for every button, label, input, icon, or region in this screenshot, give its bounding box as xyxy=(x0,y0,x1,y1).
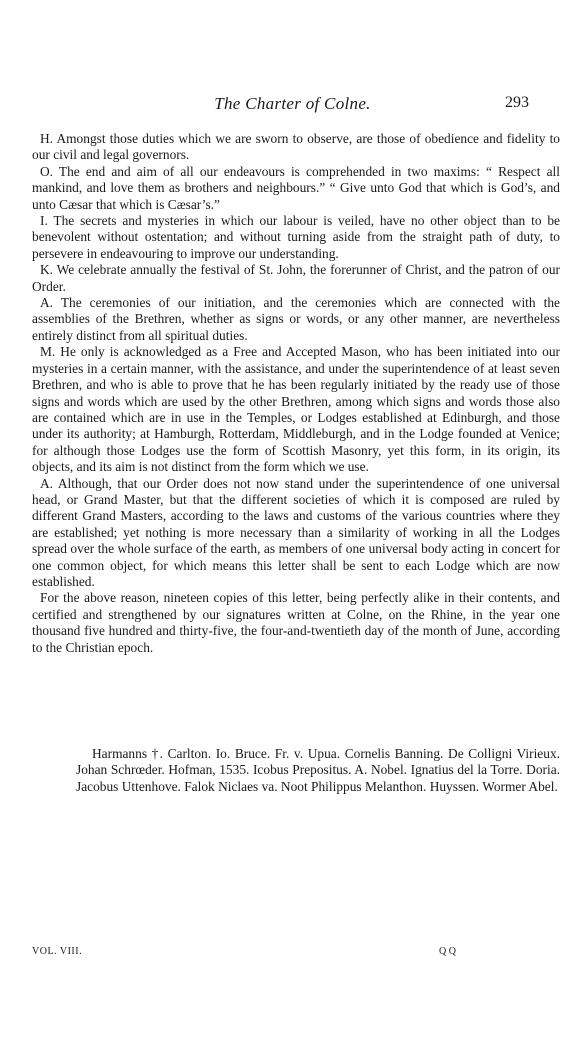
running-title: The Charter of Colne. xyxy=(214,94,371,113)
paragraph-k: K. We celebrate annually the festival of St. John, the forerunner of Christ, and the patron of our Order. xyxy=(32,262,560,294)
running-head xyxy=(0,94,585,118)
sheet-signature-mark: Q Q xyxy=(439,946,456,957)
paragraph-a-order: A. Although, that our Order does not now stand under the superintendence of one universal head, or Grand Master, but that the different societies of which it is composed are ruled by different Grand Masters, according to the laws and customs of the various countries where they are established; yet nothing is more necessary than a similarity of working in all the Lodges spread over the whole surface of the earth, as members of one universal body acting in concert for one common object, for which means this letter shall be sent to each Lodge which are now established. xyxy=(32,475,560,589)
page-number: 293 xyxy=(505,94,529,111)
page-footer xyxy=(32,946,560,960)
paragraph-m: M. He only is acknowledged as a Free and Accepted Mason, who has been initiated into our mysteries in a certain manner, with the assistance, and under the superintendence of at least seven Brethren, and who is able to prove that he has been regularly initiated by the ready use of those signs and words which are used by the other Brethren, among which signs and words those also are contained which are in use in the Temples, or Lodges established at Edinburgh, and those under its authority; at Hamburgh, Rotterdam, Middleburgh, and in the Lodge founded at Venice; for although those Lodges use the form of Scottish Masonry, yet this form, in its origin, its objects, and its aim is not distinct from the form which we use. xyxy=(32,344,560,475)
paragraph-a-ceremonies: A. The ceremonies of our initiation, and the ceremonies which are connected with the assemblies of the Brethren, whether as signs or words, or any other manner, are nevertheless entirely distinct from all spiritual duties. xyxy=(32,295,560,343)
volume-mark: VOL. VIII. xyxy=(32,946,83,957)
paragraph-o: O. The end and aim of all our endeavours is comprehended in two maxims: “ Respect all mankind, and love them as brothers and neighbours.” “ Give unto God that which is God’s, and unto Cæsar that which is Cæsar’s.” xyxy=(32,163,560,212)
body-text xyxy=(32,131,560,656)
signatures-text: Harmanns †. Carlton. Io. Bruce. Fr. v. Upua. Cornelis Banning. De Colligni Virieux. Johan Schrœder. Hofman, 1535. Icobus Prepositus. A. Nobel. Ignatius del la Torre. Doria. Jacobus Uttenhove. Falok Niclaes va. Noot Philippus Melanthon. Huyssen. Wormer Abel. xyxy=(76,746,560,794)
paragraph-closing: For the above reason, nineteen copies of this letter, being perfectly alike in their contents, and certified and strengthened by our signatures written at Colne, on the Rhine, in the year one thousand five hundred and thirty-five, the four-and-twentieth day of the month of June, according to the Christian epoch. xyxy=(32,590,560,655)
paragraph-h: H. Amongst those duties which we are sworn to observe, are those of obedience and fidelity to our civil and legal governors. xyxy=(32,131,560,163)
signatures-block xyxy=(76,746,560,795)
paragraph-i: I. The secrets and mysteries in which our labour is veiled, have no other object than to be benevolent without ostentation; and without turning aside from the straight path of duty, to persevere in endeavouring to improve our understanding. xyxy=(32,213,560,261)
